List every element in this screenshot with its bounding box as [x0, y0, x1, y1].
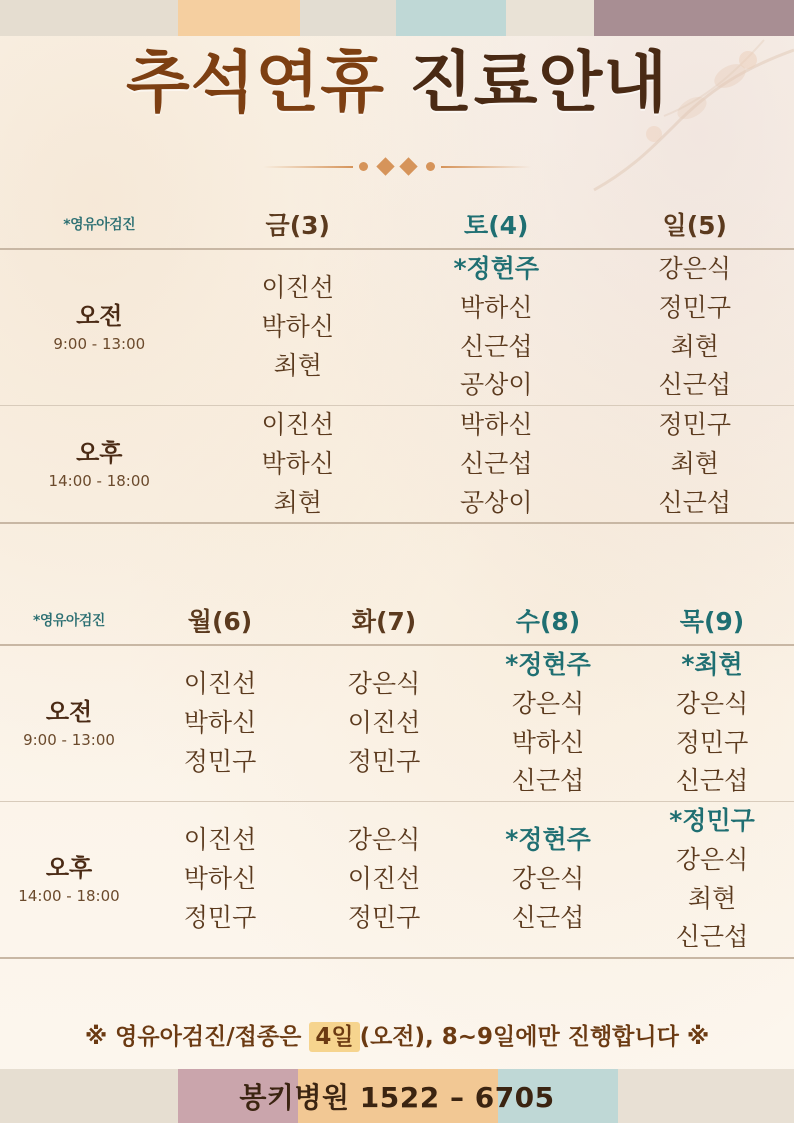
staff-name: 정민구 [347, 902, 421, 932]
title-part-2: 진료안내 [408, 44, 669, 121]
staff-cell [397, 406, 596, 524]
staff-name: 이진선 [261, 273, 334, 303]
staff-name: 최현 [670, 448, 719, 478]
staff-name: 이진선 [183, 825, 257, 855]
staff-name: 박하신 [183, 864, 257, 894]
staff-name: 이진선 [347, 864, 421, 894]
staff-cell [138, 645, 302, 802]
staff-name: 공상이 [460, 370, 533, 400]
staff-name: 신근섭 [460, 448, 533, 478]
band-segment [594, 0, 794, 36]
divider-bead [359, 162, 368, 171]
staff-cell [199, 249, 398, 406]
table-row [0, 249, 794, 406]
staff-name: 정민구 [347, 746, 421, 776]
staff-name: 이진선 [347, 708, 421, 738]
staff-name: *정현주 [453, 254, 540, 283]
staff-name: 최현 [273, 487, 322, 517]
day-header-to: 토(4) [464, 211, 529, 240]
shift-time-text: 9:00 - 13:00 [53, 334, 146, 353]
band-segment [178, 0, 300, 36]
shift-label-afternoon [0, 802, 138, 959]
staff-name: 강은식 [347, 669, 421, 699]
staff-name: 강은식 [658, 254, 731, 283]
staff-name: 정민구 [658, 292, 731, 322]
day-header-su: 수(8) [515, 607, 581, 636]
divider-bead [426, 162, 435, 171]
divider-line-left [263, 166, 353, 168]
hospital-phone: 봉키병원 1522 – 6705 [239, 1081, 555, 1114]
staff-name: 최현 [273, 350, 322, 380]
shift-time-text: 14:00 - 18:00 [48, 471, 150, 490]
table-header-row [0, 596, 794, 645]
staff-cell [302, 802, 466, 959]
infant-checkup-note: *영유아검진 [63, 217, 136, 233]
band-segment [300, 0, 396, 36]
shift-label-morning [0, 645, 138, 802]
staff-name: *정민구 [669, 806, 755, 835]
divider-line-right [441, 166, 531, 168]
staff-name: 강은식 [511, 688, 585, 718]
staff-name: 박하신 [261, 448, 334, 478]
staff-name: 강은식 [675, 844, 749, 874]
staff-name: 박하신 [511, 727, 585, 757]
page-title [0, 44, 794, 122]
title-part-1: 추석연휴 [125, 44, 385, 121]
staff-cell [596, 249, 794, 406]
staff-name: 신근섭 [658, 370, 731, 400]
staff-name: 정민구 [675, 727, 749, 757]
staff-name: 정민구 [183, 746, 257, 776]
staff-name: 신근섭 [460, 331, 533, 361]
shift-label-text: 오후 [76, 438, 123, 467]
day-header-hwa: 화(7) [351, 607, 417, 636]
staff-name: 강은식 [675, 688, 749, 718]
staff-name: *정현주 [505, 825, 591, 855]
staff-name: 이진선 [261, 410, 334, 439]
staff-name: 정민구 [658, 410, 731, 439]
staff-cell [596, 406, 794, 524]
footnote-prefix: ※ 영유아검진/접종은 [84, 1024, 302, 1050]
staff-cell [466, 802, 630, 959]
staff-cell [630, 802, 794, 959]
table-row [0, 645, 794, 802]
top-color-band [0, 0, 794, 36]
staff-name: 최현 [670, 331, 719, 361]
shift-label-text: 오전 [45, 698, 93, 727]
staff-cell [630, 645, 794, 802]
schedule-table-2 [0, 596, 794, 959]
staff-name: 공상이 [460, 487, 533, 517]
shift-time-text: 9:00 - 13:00 [23, 730, 115, 749]
staff-name: 신근섭 [675, 766, 749, 796]
staff-name: *정현주 [505, 650, 591, 679]
footnote [0, 1018, 794, 1051]
staff-cell [138, 802, 302, 959]
staff-name: 박하신 [261, 312, 334, 342]
staff-cell [397, 249, 596, 406]
day-header-mok: 목(9) [679, 607, 745, 636]
staff-cell [466, 645, 630, 802]
band-segment [0, 0, 178, 36]
schedule-table-1 [0, 200, 794, 524]
staff-cell [302, 645, 466, 802]
day-header-il: 일(5) [662, 211, 727, 240]
staff-name: 강은식 [347, 825, 421, 855]
staff-name: 강은식 [511, 864, 585, 894]
shift-label-text: 오후 [45, 854, 93, 883]
band-segment [396, 0, 506, 36]
staff-name: 신근섭 [675, 922, 749, 952]
footnote-suffix: (오전), 8~9일에만 진행합니다 ※ [359, 1024, 710, 1050]
staff-name: *최현 [681, 650, 743, 679]
staff-name: 이진선 [183, 669, 257, 699]
footnote-highlight: 4일 [309, 1022, 359, 1052]
band-segment [506, 0, 594, 36]
staff-name: 신근섭 [511, 766, 585, 796]
day-header-wol: 월(6) [187, 607, 253, 636]
staff-name: 박하신 [460, 292, 533, 322]
table-row [0, 406, 794, 524]
table-row [0, 802, 794, 959]
shift-label-morning [0, 249, 199, 406]
staff-cell [199, 406, 398, 524]
staff-name: 최현 [687, 883, 737, 913]
staff-name: 신근섭 [511, 902, 585, 932]
staff-name: 박하신 [460, 410, 533, 439]
ornament-divider [0, 160, 794, 173]
table-header-row [0, 200, 794, 249]
shift-time-text: 14:00 - 18:00 [18, 886, 120, 905]
day-header-geum: 금(3) [265, 211, 330, 240]
staff-name: 정민구 [183, 902, 257, 932]
divider-diamond [376, 157, 394, 175]
staff-name: 박하신 [183, 708, 257, 738]
shift-label-afternoon [0, 406, 199, 524]
infant-checkup-note: *영유아검진 [33, 613, 105, 629]
divider-diamond [399, 157, 417, 175]
shift-label-text: 오전 [76, 302, 123, 331]
staff-name: 신근섭 [658, 487, 731, 517]
